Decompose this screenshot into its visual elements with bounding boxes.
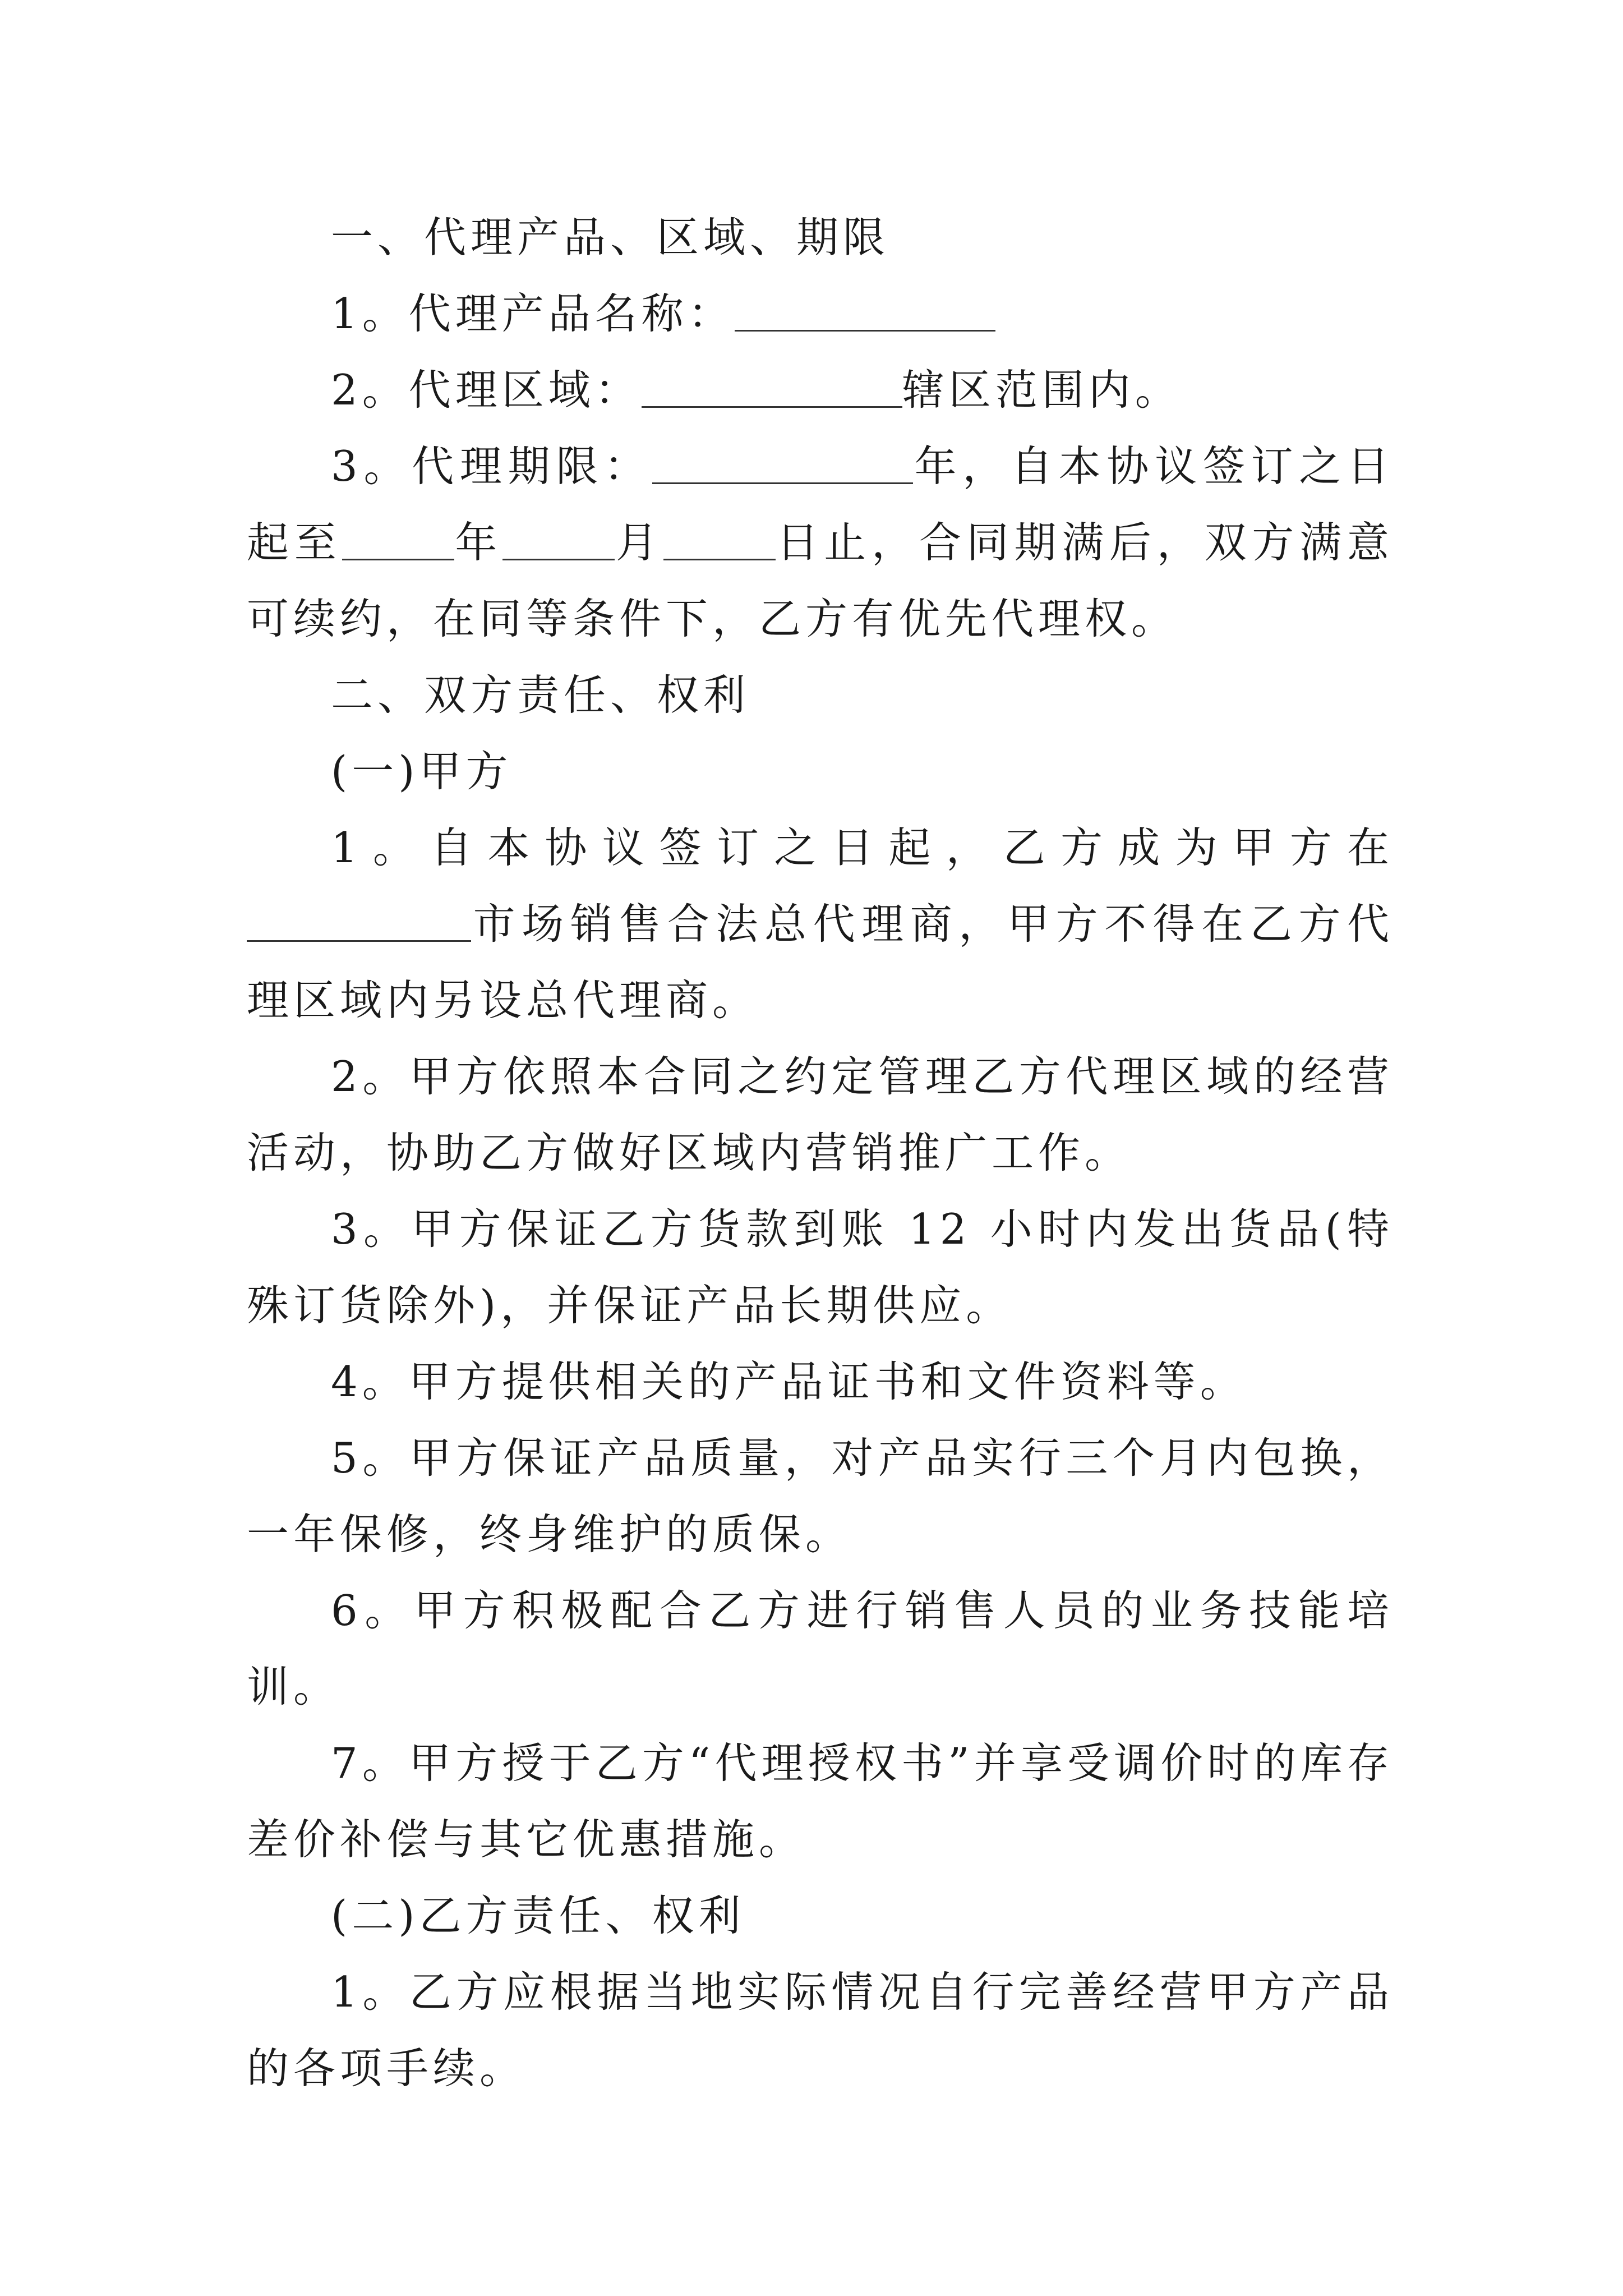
end-month-blank: [502, 525, 615, 560]
a-item4: [247, 1343, 1394, 1420]
b-item1-text: 1。乙方应根据当地实际情况自行完善经营甲方产品的各项手续。: [247, 1967, 1394, 2093]
section1-heading-text: 一、代理产品、区域、期限: [331, 213, 890, 262]
a-item5: [247, 1420, 1394, 1572]
a-item7: [247, 1725, 1394, 1878]
section1-heading: [247, 199, 1394, 275]
market-blank: [247, 907, 471, 942]
a-item6-text: 6。甲方积极配合乙方进行销售人员的业务技能培训。: [247, 1586, 1394, 1711]
s1-item3-part-a: 年，自本协议签订之日起至: [247, 441, 1394, 567]
a-item1-prefix: 1。自本协议签订之日起，乙方成为甲方在: [331, 823, 1394, 872]
a-item2-text: 2。甲方依照本合同之约定管理乙方代理区域的经营活动，协助乙方做好区域内营销推广工作。: [247, 1052, 1394, 1177]
s1-item3-year: 年: [454, 518, 503, 567]
s1-item3: [247, 428, 1394, 657]
document-body: [247, 199, 1394, 2106]
agency-region-blank: [642, 372, 902, 408]
a-item6: [247, 1572, 1394, 1725]
party-b-heading-text: (二)乙方责任、权利: [331, 1891, 745, 1940]
s1-item2-suffix: 辖区范围内。: [902, 365, 1182, 415]
a-item1: [247, 809, 1394, 1038]
product-name-blank: [735, 296, 995, 332]
s1-item2: [247, 352, 1394, 428]
a-item3: [247, 1191, 1394, 1343]
party-b-heading: [247, 1878, 1394, 1954]
s1-item3-part-b: 日止，合同期满后，双方满意可续约，在同等条件下，乙方有优先代理权。: [247, 518, 1394, 643]
a-item5-text: 5。甲方保证产品质量，对产品实行三个月内包换，一年保修，终身维护的质保。: [247, 1433, 1394, 1559]
a-item4-text: 4。甲方提供相关的产品证书和文件资料等。: [331, 1357, 1247, 1406]
a-item7-text: 7。甲方授于乙方“代理授权书”并享受调价时的库存差价补偿与其它优惠措施。: [247, 1738, 1394, 1864]
a-item2: [247, 1038, 1394, 1191]
s1-item3-month: 月: [615, 518, 663, 567]
s1-item1-label: 1。代理产品名称：: [331, 289, 735, 338]
end-day-blank: [663, 525, 776, 560]
s1-item1: [247, 275, 1394, 352]
party-a-heading-text: (一)甲方: [331, 747, 513, 796]
a-item3-text: 3。甲方保证乙方货款到账 12 小时内发出货品(特殊订货除外)，并保证产品长期供应。: [247, 1204, 1394, 1330]
party-a-heading: [247, 733, 1394, 809]
a-item1-suffix: 市场销售合法总代理商，甲方不得在乙方代理区域内另设总代理商。: [247, 899, 1394, 1025]
section2-heading: [247, 657, 1394, 733]
s1-item2-label: 2。代理区域：: [331, 365, 642, 415]
b-item1: [247, 1954, 1394, 2106]
end-year-blank: [342, 525, 454, 560]
section2-heading-text: 二、双方责任、权利: [331, 670, 750, 720]
agency-years-blank: [652, 449, 913, 484]
s1-item3-label: 3。代理期限：: [331, 441, 652, 491]
